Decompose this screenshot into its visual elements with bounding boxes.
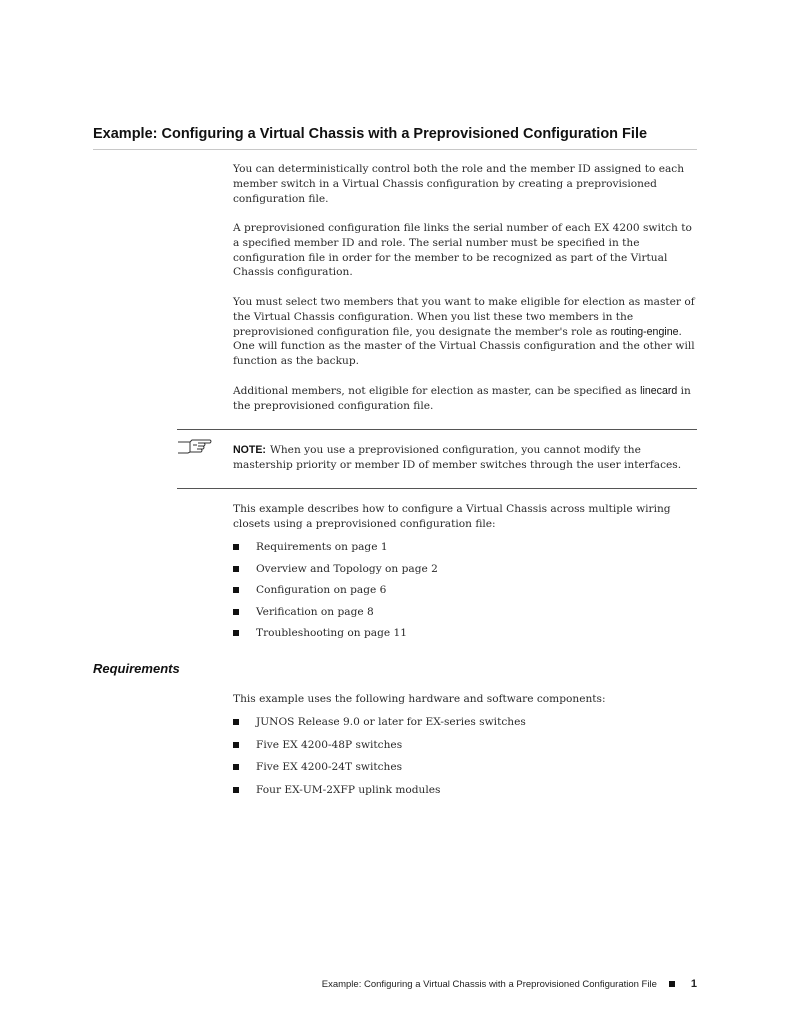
- overview-text: This example describes how to configure a Virtual Chassis across multiple wiring closets using a preprovisioned configuration file:: [233, 503, 671, 530]
- intro-paragraph-1-text: You can deterministically control both the role and the member ID assigned to each member switch in a Virtual Chassis configuration by creating a preprovisioned configuration file.: [233, 163, 685, 205]
- requirements-list: [233, 715, 699, 797]
- intro-paragraph-3-text-end: . One will function as the master of the Virtual Chassis configuration and the other will function as the backup.: [233, 325, 695, 368]
- intro-paragraph-3: [233, 295, 699, 369]
- title-divider: [93, 149, 697, 150]
- note-bottom-divider: [177, 488, 697, 489]
- bullet-square-icon: [233, 787, 239, 793]
- intro-paragraph-4: [233, 384, 699, 414]
- page-title: Example: Configuring a Virtual Chassis with a Preprovisioned Configuration File: [93, 126, 648, 142]
- list-item: JUNOS Release 9.0 or later for EX-series switches: [233, 715, 699, 729]
- note-text: When you use a preprovisioned configuration, you cannot modify the mastership priority or member ID of member switches through the user interfaces.: [233, 444, 682, 471]
- list-item: Five EX 4200-48P switches: [233, 738, 699, 752]
- note-block: [233, 443, 699, 473]
- bullet-square-icon: [233, 609, 239, 615]
- bullet-square-icon: [233, 630, 239, 636]
- linecard-keyword: linecard: [640, 385, 678, 397]
- list-item[interactable]: Requirements on page 1: [233, 540, 699, 554]
- bullet-square-icon: [233, 544, 239, 550]
- bullet-square-icon: [233, 719, 239, 725]
- note-label: NOTE:: [233, 444, 266, 456]
- overview-paragraph: [233, 502, 699, 532]
- section-heading-requirements: Requirements: [93, 661, 180, 676]
- requirements-text: This example uses the following hardware and software components:: [233, 693, 606, 705]
- bullet-square-icon: [233, 742, 239, 748]
- list-item[interactable]: Configuration on page 6: [233, 583, 699, 597]
- page-number: 1: [690, 978, 697, 990]
- note-top-divider: [177, 429, 697, 430]
- pointing-hand-icon: [177, 436, 213, 456]
- intro-paragraph-4-text-end: in the preprovisioned configuration file.: [233, 385, 691, 412]
- requirements-paragraph: [233, 692, 699, 707]
- intro-paragraph-1: [233, 162, 699, 206]
- routing-engine-keyword: routing-engine: [610, 325, 679, 338]
- intro-paragraph-3-text: You must select two members that you want to make eligible for election as master of the Virtual Chassis configuration. When you list these two members in the preprovisioned configuration file, you designate the member's role as: [233, 296, 695, 338]
- bullet-square-icon: [233, 764, 239, 770]
- list-item: Five EX 4200-24T switches: [233, 760, 699, 774]
- footer-separator-icon: [669, 981, 675, 987]
- list-item: Four EX-UM-2XFP uplink modules: [233, 783, 699, 797]
- intro-paragraph-2-text: A preprovisioned configuration file links the serial number of each EX 4200 switch to a specified member ID and role. The serial number must be specified in the configuration file in order for the member to be recognized as part of the Virtual Chassis configuration.: [233, 222, 692, 279]
- footer-text: Example: Configuring a Virtual Chassis with a Preprovisioned Configuration File: [321, 979, 657, 990]
- bullet-square-icon: [233, 566, 239, 572]
- bullet-square-icon: [233, 587, 239, 593]
- overview-link-list: [233, 540, 699, 640]
- list-item[interactable]: Troubleshooting on page 11: [233, 626, 699, 640]
- list-item[interactable]: Verification on page 8: [233, 605, 699, 619]
- page-footer: [200, 978, 697, 990]
- intro-paragraph-2: [233, 221, 699, 280]
- list-item[interactable]: Overview and Topology on page 2: [233, 562, 699, 576]
- intro-paragraph-4-text: Additional members, not eligible for election as master, can be specified as: [233, 385, 641, 397]
